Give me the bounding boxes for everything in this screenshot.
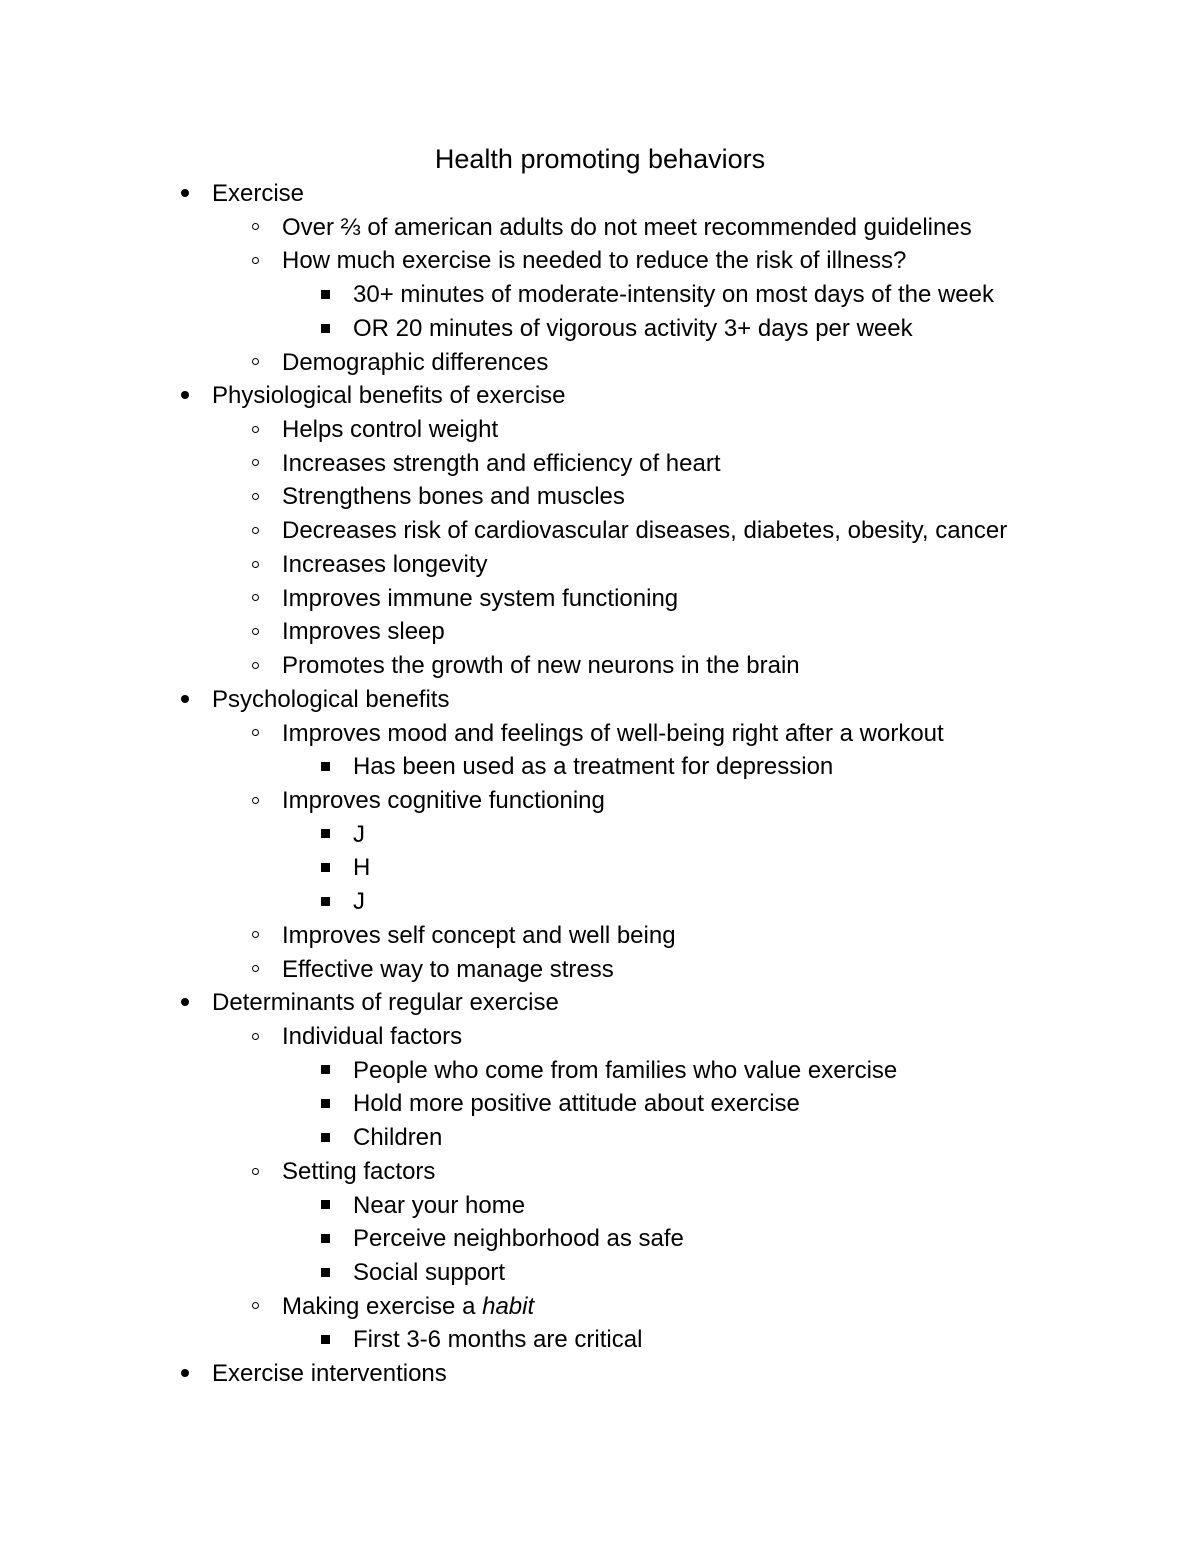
list-item	[0, 413, 1200, 447]
list-item-text: Improves immune system functioning	[282, 584, 679, 612]
filled-square-bullet-icon	[315, 1054, 335, 1088]
list-item	[0, 683, 1200, 717]
list-item	[0, 548, 1200, 582]
list-item	[0, 1290, 1200, 1324]
list-item-text: Strengthens bones and muscles	[282, 483, 625, 511]
filled-square-bullet-icon	[315, 750, 335, 784]
filled-square-bullet-icon	[315, 885, 335, 919]
hollow-circle-bullet-icon	[245, 480, 265, 514]
list-item-text: Improves mood and feelings of well-being right after a workout	[282, 719, 944, 747]
list-item-text: OR 20 minutes of vigorous activity 3+ days per week	[353, 314, 913, 342]
list-item	[0, 649, 1200, 683]
list-item-text: Increases strength and efficiency of heart	[282, 449, 721, 477]
list-item-text: Has been used as a treatment for depression	[353, 753, 834, 781]
list-item-text: J	[353, 820, 365, 848]
outline-list	[0, 177, 1200, 1391]
list-item-text: Near your home	[353, 1191, 526, 1219]
hollow-circle-bullet-icon	[245, 413, 265, 447]
hollow-circle-bullet-icon	[245, 953, 265, 987]
list-item-text: Increases longevity	[282, 550, 488, 578]
list-item-text: Perceive neighborhood as safe	[353, 1225, 684, 1253]
list-item	[0, 346, 1200, 380]
list-item	[0, 1357, 1200, 1391]
filled-circle-bullet-icon	[175, 177, 195, 211]
list-item-text: Improves self concept and well being	[282, 921, 676, 949]
list-item	[0, 1222, 1200, 1256]
list-item	[0, 278, 1200, 312]
list-item	[0, 818, 1200, 852]
filled-square-bullet-icon	[315, 818, 335, 852]
list-item-text: Improves cognitive functioning	[282, 786, 605, 814]
filled-square-bullet-icon	[315, 1323, 335, 1357]
outline-heading-psychological: Psychological benefits	[212, 685, 450, 713]
list-item-text: 30+ minutes of moderate-intensity on most days of the week	[353, 281, 995, 309]
list-item-text: Helps control weight	[282, 416, 499, 444]
filled-square-bullet-icon	[315, 1121, 335, 1155]
outline-heading-determinants: Determinants of regular exercise	[212, 989, 559, 1017]
list-item	[0, 919, 1200, 953]
hollow-circle-bullet-icon	[245, 244, 265, 278]
list-item	[0, 1020, 1200, 1054]
hollow-circle-bullet-icon	[245, 717, 265, 751]
list-item	[0, 953, 1200, 987]
filled-square-bullet-icon	[315, 1189, 335, 1223]
list-item	[0, 312, 1200, 346]
outline-heading-physiological: Physiological benefits of exercise	[212, 382, 566, 410]
list-item-text: Demographic differences	[282, 348, 549, 376]
filled-square-bullet-icon	[315, 312, 335, 346]
habit-prefix-text: Making exercise a	[282, 1292, 483, 1320]
list-item-text: Over ⅔ of american adults do not meet recommended guidelines	[282, 213, 972, 241]
list-item	[0, 885, 1200, 919]
hollow-circle-bullet-icon	[245, 649, 265, 683]
hollow-circle-bullet-icon	[245, 514, 265, 548]
hollow-circle-bullet-icon	[245, 1020, 265, 1054]
outline-heading-exercise: Exercise	[212, 180, 305, 207]
list-item-text: Improves sleep	[282, 618, 445, 646]
list-item-text: Children	[353, 1124, 443, 1152]
list-item	[0, 851, 1200, 885]
list-item	[0, 784, 1200, 818]
filled-circle-bullet-icon	[175, 1357, 195, 1391]
list-item	[0, 447, 1200, 481]
list-item	[0, 1189, 1200, 1223]
list-item-text: Effective way to manage stress	[282, 955, 614, 983]
list-item-text: People who come from families who value exercise	[353, 1056, 898, 1084]
list-item	[0, 1121, 1200, 1155]
hollow-circle-bullet-icon	[245, 346, 265, 380]
outline-heading-interventions: Exercise interventions	[212, 1360, 447, 1388]
filled-circle-bullet-icon	[175, 683, 195, 717]
hollow-circle-bullet-icon	[245, 919, 265, 953]
filled-square-bullet-icon	[315, 1087, 335, 1121]
list-item-text: Social support	[353, 1259, 506, 1286]
hollow-circle-bullet-icon	[245, 1155, 265, 1189]
list-item	[0, 244, 1200, 278]
hollow-circle-bullet-icon	[245, 548, 265, 582]
hollow-circle-bullet-icon	[245, 582, 265, 616]
list-item-text: How much exercise is needed to reduce the risk of illness?	[282, 247, 907, 275]
filled-square-bullet-icon	[315, 278, 335, 312]
habit-emphasis-text: habit	[482, 1292, 535, 1320]
list-item	[0, 717, 1200, 751]
list-item	[0, 750, 1200, 784]
list-item	[0, 1155, 1200, 1189]
list-item	[0, 615, 1200, 649]
list-item-text: Setting factors	[282, 1157, 436, 1185]
filled-square-bullet-icon	[315, 1256, 335, 1290]
filled-square-bullet-icon	[315, 851, 335, 885]
list-item-text: J	[353, 888, 365, 916]
list-item	[0, 986, 1200, 1020]
list-item	[0, 1256, 1200, 1290]
list-item-text: H	[353, 854, 371, 882]
page-title: Health promoting behaviors	[434, 144, 766, 174]
list-item-text: First 3-6 months are critical	[353, 1326, 643, 1354]
list-item-text	[282, 1290, 534, 1324]
list-item-text: Decreases risk of cardiovascular diseases, diabetes, obesity, cancer	[282, 517, 1008, 545]
list-item-text: Individual factors	[282, 1022, 463, 1050]
filled-circle-bullet-icon	[175, 379, 195, 413]
filled-square-bullet-icon	[315, 1222, 335, 1256]
list-item	[0, 1054, 1200, 1088]
list-item	[0, 514, 1200, 548]
hollow-circle-bullet-icon	[245, 615, 265, 649]
list-item	[0, 211, 1200, 245]
hollow-circle-bullet-icon	[245, 447, 265, 481]
hollow-circle-bullet-icon	[245, 1290, 265, 1324]
hollow-circle-bullet-icon	[245, 784, 265, 818]
list-item-text: Hold more positive attitude about exercise	[353, 1090, 800, 1118]
list-item	[0, 1087, 1200, 1121]
list-item	[0, 1323, 1200, 1357]
list-item	[0, 480, 1200, 514]
hollow-circle-bullet-icon	[245, 211, 265, 245]
list-item	[0, 582, 1200, 616]
list-item-text: Promotes the growth of new neurons in the brain	[282, 652, 800, 680]
list-item	[0, 379, 1200, 413]
list-item	[0, 177, 1200, 211]
filled-circle-bullet-icon	[175, 986, 195, 1020]
